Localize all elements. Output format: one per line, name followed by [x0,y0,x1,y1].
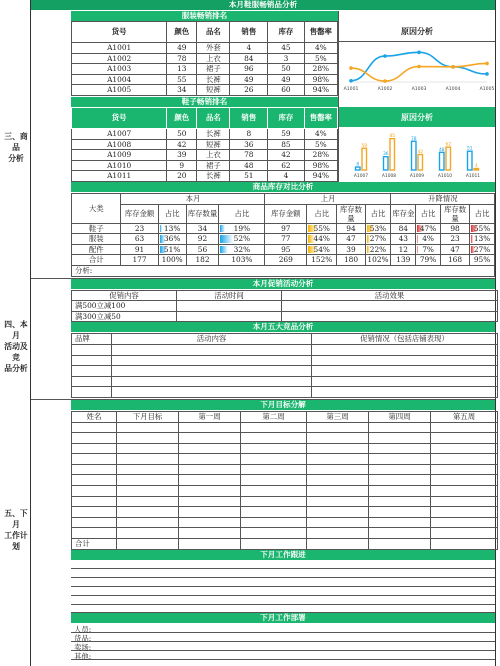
table-cell: 42 [268,150,305,161]
target-header: 第一周 [179,411,241,422]
stock-row [72,244,495,255]
col-promo-effect: 活动效果 [282,290,498,301]
target-row [72,454,498,465]
table-cell: A1011 [72,171,167,182]
x-tick-label: A1003 [411,87,427,92]
bar [468,151,473,170]
competitor-row [72,355,498,366]
stock-cell: 23 [440,234,469,245]
table-cell: 45 [268,43,305,54]
table-cell: 上衣 [197,150,230,161]
apparel-reason-panel [338,11,495,97]
table-cell: 13 [167,64,197,75]
table-cell: 裙子 [197,160,230,171]
stock-cell: 34 [186,223,219,234]
stock-cell: 100% [158,255,186,266]
table-cell: 3 [268,53,305,64]
target-header: 第五周 [431,411,498,422]
stock-cell: 43 [391,234,416,245]
x-tick-label: A1007 [353,174,369,179]
tracking-line [71,596,495,605]
stock-category: 合计 [72,255,121,266]
stock-cell: 103% [219,255,265,266]
table-cell: 长裤 [197,129,230,140]
stock-cell: 47 [337,234,365,245]
data-label: 59 [361,143,368,149]
series-point [383,79,387,83]
shoes-ranking-title: 鞋子畅销排名 [71,97,338,107]
table-cell: A1003 [72,64,167,75]
stock-subheader: 占比 [219,204,265,223]
stock-subheader: 库存数量 [337,204,365,223]
bar [446,147,451,170]
table-cell: 34 [167,85,197,96]
stock-cell: 52% [219,234,265,245]
bar [412,141,417,170]
stock-row [72,234,495,245]
series-point [349,79,353,83]
stock-cell: 53% [365,223,391,234]
stock-subheader: 库存金 [391,204,416,223]
percent-databar [220,235,233,243]
target-row [72,464,498,475]
tracking-line [71,561,495,570]
table-cell: A1001 [72,43,167,54]
competitor-title: 本月五大竞品分析 [71,322,495,333]
series-point [485,62,489,66]
table-row [72,74,338,85]
x-tick-label: A1008 [381,174,397,179]
data-label: 85 [389,134,396,140]
bar [390,139,395,170]
shoes-bar-chart [339,127,495,180]
col-activity-content: 活动内容 [112,334,312,345]
stock-subheader: 库存金额 [121,204,158,223]
competitor-table [71,333,498,398]
stock-cell: 97 [265,223,307,234]
table-cell: 49 [230,74,268,85]
table-cell: 外套 [197,43,230,54]
target-row [72,475,498,486]
table-cell: 59 [268,129,305,140]
plan-label: 五、下月 工作计划 [4,508,28,551]
table-cell: 49 [167,43,197,54]
tracking-line [71,578,495,587]
data-label: 78 [410,136,417,142]
stock-row [72,223,495,234]
col-brand: 品牌 [72,334,112,345]
table-cell: 94% [304,85,337,96]
table-cell: A1002 [72,53,167,64]
target-row [72,528,498,539]
stock-cell: 95 [265,244,307,255]
table-row [72,139,338,150]
target-title: 下月目标分解 [71,400,495,411]
table-cell: 78 [167,53,197,64]
deploy-area [71,624,495,659]
x-tick-label: A1010 [437,174,453,179]
report-sheet [4,0,496,666]
x-tick-label: A1011 [465,174,481,179]
table-cell: 20 [167,171,197,182]
table-cell: 48 [230,160,268,171]
series-point [485,72,489,76]
plan-section [4,399,495,661]
stock-cell: 79% [416,255,441,266]
data-label: 36 [382,152,389,158]
x-tick-label: A1004 [445,87,461,92]
col-color: 颜色 [167,108,197,129]
table-cell: 60 [268,85,305,96]
col-sku: 货号 [72,108,167,129]
stock-subheader: 库存金额 [265,204,307,223]
shoes-reason-panel [338,97,495,182]
target-row [72,443,498,454]
stock-cell: 94 [337,223,365,234]
col-color: 颜色 [167,22,197,43]
data-label: 4 [474,164,478,170]
series-point [451,65,455,69]
goods-analysis-label: 三、商品 分析 [4,132,28,163]
table-cell: 长裤 [197,74,230,85]
table-row [72,85,338,96]
table-row [72,150,338,161]
stock-cell: 152% [307,255,337,266]
stock-compare-block [71,182,495,277]
x-tick-label: A1009 [409,174,425,179]
group-last-month: 上月 [265,194,391,205]
table-row [72,43,338,54]
bar [440,152,445,170]
x-tick-label: A1002 [377,87,393,92]
tracking-line [71,569,495,578]
table-row [72,64,338,75]
table-cell: A1007 [72,129,167,140]
table-cell: 短裤 [197,139,230,150]
shoes-reason-title: 原因分析 [339,107,495,127]
percent-databar [417,246,418,254]
table-cell: 28% [304,64,337,75]
apparel-ranking-title: 服装畅销排名 [71,11,338,21]
stock-compare-title: 商品库存对比分析 [71,182,495,193]
target-row [72,496,498,507]
stock-cell: 27% [470,244,495,255]
competitor-row [72,387,498,398]
col-name: 品名 [197,108,230,129]
target-header: 第四周 [369,411,431,422]
stock-category: 服装 [72,234,121,245]
apparel-reason-title: 原因分析 [339,21,495,42]
competitor-row [72,366,498,377]
bar [418,155,423,170]
stock-compare-table [71,193,495,277]
table-cell: 长裤 [197,171,230,182]
percent-databar [160,225,162,233]
percent-databar [220,246,228,254]
stock-cell: 32% [219,244,265,255]
series-point [349,66,353,70]
data-label: 62 [445,142,452,148]
table-cell: 4% [304,129,337,140]
table-cell: 62 [268,160,305,171]
promo-row: 满500立减100 [72,301,177,312]
col-sellthrough: 售罄率 [304,108,337,129]
stock-cell: 55% [470,223,495,234]
stock-cell: 139 [391,255,416,266]
stock-cell: 98 [440,223,469,234]
target-total-label: 合计 [72,539,117,550]
table-cell: 28% [304,150,337,161]
table-cell: 51 [230,171,268,182]
table-cell: 96 [230,64,268,75]
table-cell: 5% [304,53,337,64]
col-sales: 销售 [230,22,268,43]
shoes-ranking-block [31,97,495,182]
stock-cell: 19% [219,223,265,234]
col-sellthrough: 售罄率 [304,22,337,43]
table-cell: 98% [304,74,337,85]
table-cell: 4 [230,43,268,54]
x-tick-label: A1001 [343,87,359,92]
table-row [72,160,338,171]
table-cell: 9 [167,160,197,171]
activity-label: 四、本月 活动及竞 品分析 [4,319,28,373]
table-cell: 50 [167,129,197,140]
col-promo-situation: 促销情况（包括店铺表现） [312,334,498,345]
table-cell: 26 [230,85,268,96]
series-point [417,65,421,69]
table-cell: 5% [304,139,337,150]
competitor-row [72,344,498,355]
table-cell: 98% [304,160,337,171]
x-tick-label: A1005 [479,87,495,92]
stock-category: 鞋子 [72,223,121,234]
table-cell: 4% [304,43,337,54]
stock-cell: 177 [121,255,158,266]
stock-cell: 182 [186,255,219,266]
col-stock: 库存 [268,22,305,43]
table-cell: A1008 [72,139,167,150]
col-sales: 销售 [230,108,268,129]
stock-cell: 84 [391,223,416,234]
stock-cell: 7% [416,244,441,255]
group-this-month: 本月 [121,194,265,205]
stock-cell: 4% [416,234,441,245]
table-cell: 55 [167,74,197,85]
report-title: 本月鞋服畅销品分析 [31,0,495,11]
table-row [72,53,338,64]
deploy-line: 卖场: [71,642,495,651]
target-table [71,411,498,550]
data-label: 51 [466,146,473,152]
stock-cell: 55% [307,223,337,234]
target-header: 第二周 [241,411,307,422]
target-row [72,507,498,518]
stock-cell: 47 [440,244,469,255]
target-row [72,517,498,528]
data-label: 48 [438,147,445,153]
bar [384,157,389,170]
table-cell: 94% [304,171,337,182]
table-cell: 49 [268,74,305,85]
apparel-line-chart [339,42,495,95]
percent-databar [417,235,418,243]
table-cell: 上衣 [197,53,230,64]
stock-cell: 13% [158,223,186,234]
tracking-line [71,587,495,596]
bar [362,148,367,170]
table-cell: 85 [268,139,305,150]
stock-cell: 12 [391,244,416,255]
stock-cell: 27% [365,234,391,245]
stock-cell: 269 [265,255,307,266]
table-cell: A1009 [72,150,167,161]
target-row [72,433,498,444]
activity-section [4,278,495,398]
apparel-ranking-table [71,21,338,96]
target-header: 第三周 [307,411,369,422]
shoes-ranking-table [71,107,338,182]
table-cell: 裙子 [197,64,230,75]
stock-cell: 63 [121,234,158,245]
table-cell: A1004 [72,74,167,85]
target-row [72,486,498,497]
percent-databar [471,235,473,243]
table-cell: A1005 [72,85,167,96]
stock-cell: 44% [307,234,337,245]
promo-title: 本月促销活动分析 [71,279,495,290]
col-sku: 货号 [72,22,167,43]
stock-cell: 54% [307,244,337,255]
competitor-row [72,376,498,387]
goods-analysis-section [4,11,495,277]
col-promo-time: 活动时间 [177,290,282,301]
deploy-title: 下月工作部署 [71,613,495,624]
table-cell: 4 [268,171,305,182]
deploy-line: 其他: [71,651,495,660]
stock-cell: 23 [121,223,158,234]
table-cell: 42 [167,139,197,150]
col-promo-content: 促销内容 [72,290,177,301]
table-row [72,171,338,182]
stock-cell: 51% [158,244,186,255]
stock-cell: 91 [121,244,158,255]
target-header: 下月目标 [117,411,179,422]
promo-table [71,290,498,323]
series-point [417,51,421,55]
target-row [72,422,498,433]
stock-cell: 95% [470,255,495,266]
data-label: 42 [417,150,424,156]
deploy-line: 人员: [71,624,495,633]
tracking-area [71,561,495,614]
group-change: 升降情况 [391,194,495,205]
stock-cell: 92 [186,234,219,245]
col-stock: 库存 [268,108,305,129]
analysis-label: 分析: [72,265,495,276]
stock-subheader: 占比 [307,204,337,223]
table-cell: 84 [230,53,268,64]
deploy-line: 货品: [71,633,495,642]
stock-cell: 22% [365,244,391,255]
table-cell: 50 [268,64,305,75]
table-cell: 39 [167,150,197,161]
table-row [72,129,338,140]
stock-category: 配件 [72,244,121,255]
stock-cell: 56 [186,244,219,255]
apparel-ranking-block [31,11,495,97]
stock-subheader: 占比 [416,204,441,223]
stock-cell: 47% [416,223,441,234]
stock-cell: 13% [470,234,495,245]
col-name: 品名 [197,22,230,43]
stock-cell: 36% [158,234,186,245]
stock-subheader: 库存数量 [440,204,469,223]
tracking-title: 下月工作跟进 [71,550,495,561]
stock-subheader: 占比 [365,204,391,223]
stock-cell: 77 [265,234,307,245]
table-cell: 8 [230,129,268,140]
stock-cell: 102% [365,255,391,266]
stock-subheader: 占比 [158,204,186,223]
promo-row: 满300立减50 [72,311,177,322]
table-cell: A1010 [72,160,167,171]
stock-cell: 168 [440,255,469,266]
stock-subheader: 库存数量 [186,204,219,223]
stock-cell: 180 [337,255,365,266]
data-label: 8 [356,162,360,168]
col-category: 大类 [72,194,121,224]
table-cell: 短裤 [197,85,230,96]
table-cell: 78 [230,150,268,161]
target-header: 姓名 [72,411,117,422]
stock-subheader: 占比 [470,204,495,223]
stock-cell: 39 [337,244,365,255]
stock-row [72,255,495,266]
percent-databar [220,225,225,233]
table-cell: 36 [230,139,268,150]
series-point [383,54,387,58]
